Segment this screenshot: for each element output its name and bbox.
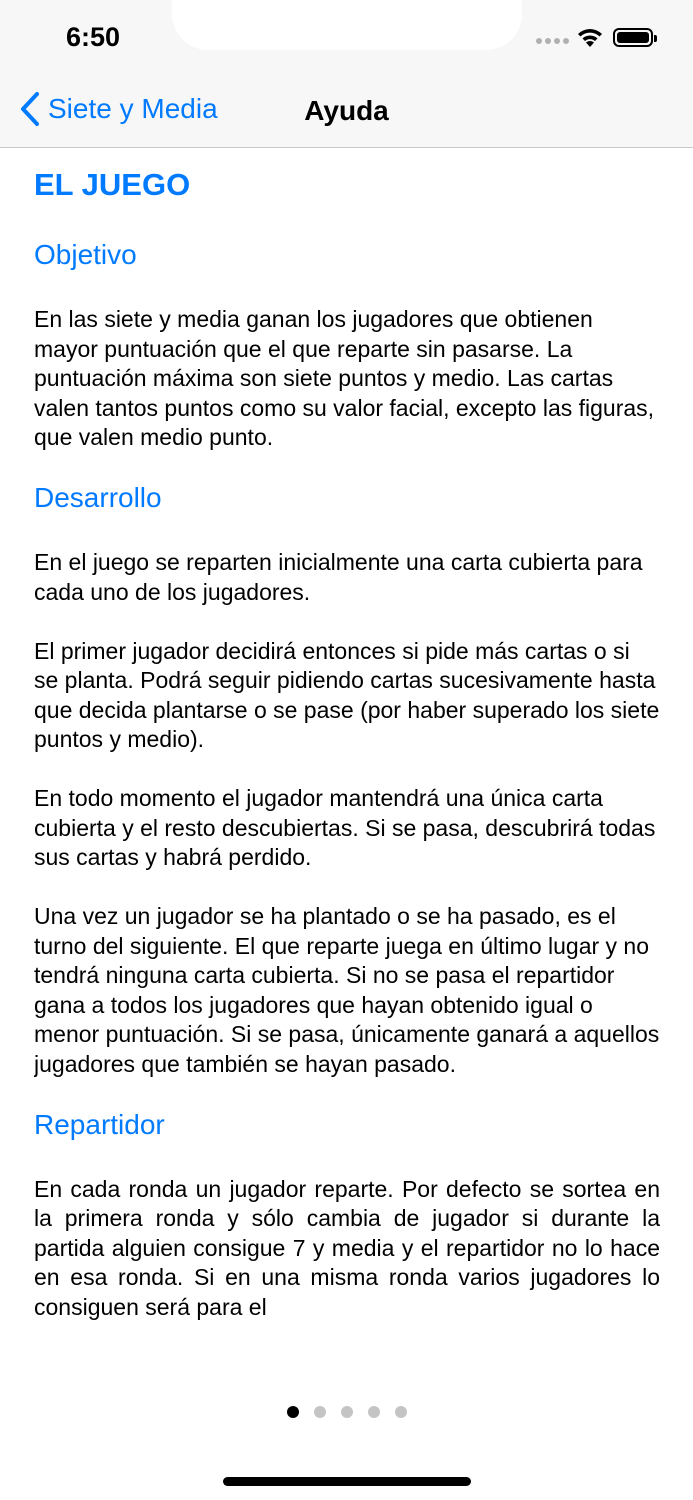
paragraph: En las siete y media ganan los jugadores que obtienen mayor puntuación que el que reparte sin pasarse. La puntuación máxima son siete puntos y medio. Las cartas valen tantos puntos como su valor facial, excepto las figuras, que valen medio punto.: [34, 306, 655, 450]
home-indicator[interactable]: [223, 1477, 471, 1486]
paragraph: Una vez un jugador se ha plantado o se ha pasado, es el turno del siguiente. El que reparte juega en último lugar y no tendrá ninguna carta cubierta. Si no se pasa el repartidor gana a todos los jugadores que hayan obtenido igual o menor puntuación. Si se pasa, únicamente ganará a aquellos jugadores que también se hayan pasado.: [34, 903, 660, 1077]
page-dot-4[interactable]: [368, 1406, 380, 1418]
cellular-signal-icon: [536, 38, 569, 44]
page-title: EL JUEGO: [34, 167, 191, 202]
paragraph: En cada ronda un jugador reparte. Por defecto se sortea en la primera ronda y sólo cambia de jugador si durante la partida alguien consigue 7 y media y el repartidor no lo hace en esa ronda. Si en una misma ronda varios jugadores lo consiguen será para el: [34, 1175, 660, 1320]
page-dot-5[interactable]: [395, 1406, 407, 1418]
paragraph: En todo momento el jugador mantendrá una única carta cubierta y el resto descubiertas. Si se pasa, descubrirá todas sus cartas y habrá perdido.: [34, 785, 656, 870]
page-dot-1[interactable]: [287, 1406, 299, 1418]
page-dot-3[interactable]: [341, 1406, 353, 1418]
section-heading-repartidor: Repartidor: [34, 1108, 165, 1140]
wifi-icon: [575, 26, 605, 48]
page-indicator[interactable]: [0, 1406, 693, 1418]
section-heading-desarrollo: Desarrollo: [34, 482, 162, 513]
section-heading-objetivo: Objetivo: [34, 239, 137, 270]
page-dot-2[interactable]: [314, 1406, 326, 1418]
paragraph: El primer jugador decidirá entonces si pide más cartas o si se planta. Podrá seguir pidiendo cartas sucesivamente hasta que decida plantarse o se pase (por haber superado los siete puntos y medio).: [34, 637, 660, 752]
status-time: 6:50: [66, 22, 121, 52]
status-bar: [0, 0, 693, 80]
help-content[interactable]: [34, 149, 660, 1362]
notch: [172, 0, 522, 50]
battery-icon: [613, 28, 653, 47]
navigation-bar: [0, 80, 693, 148]
back-label: Siete y Media: [48, 93, 218, 124]
paragraph: En el juego se reparten inicialmente una carta cubierta para cada uno de los jugadores.: [34, 549, 643, 605]
nav-title: Ayuda: [304, 95, 389, 126]
